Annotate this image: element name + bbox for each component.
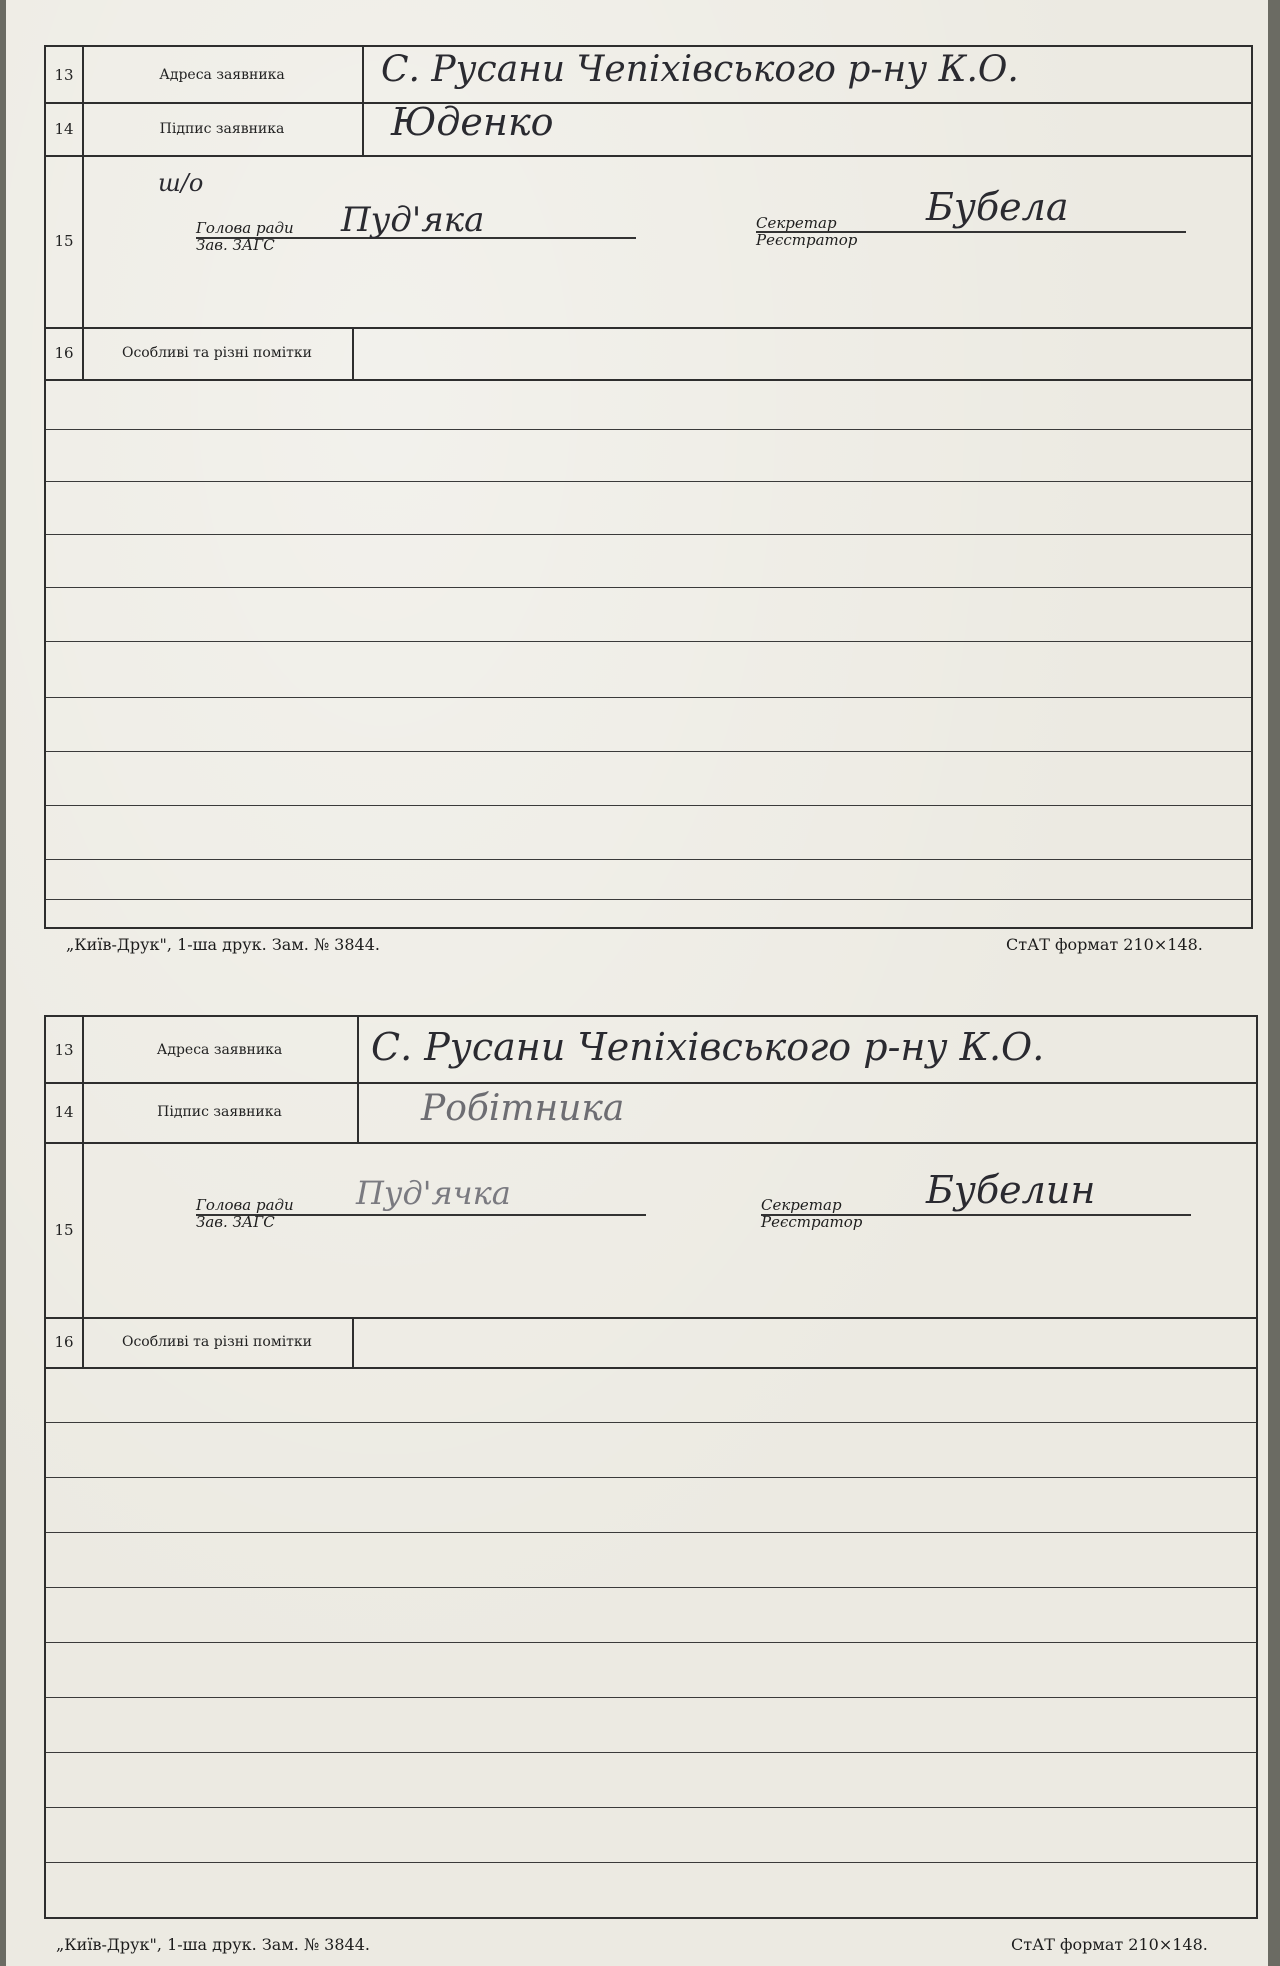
row-number: 13	[46, 1017, 84, 1082]
row-number: 15	[46, 155, 84, 327]
secretary-signature: Бубелин	[926, 1168, 1096, 1212]
secretary-signature: Бубела	[926, 185, 1069, 229]
format-note: СтАТ формат 210×148.	[1006, 935, 1203, 954]
registration-form-bottom	[44, 1015, 1258, 1919]
row-applicant-signature	[46, 1082, 1256, 1144]
notes-lines	[46, 379, 1251, 927]
applicant-signature-label: Підпис заявника	[82, 102, 364, 155]
head-label: Голова ради Зав. ЗАГС	[196, 1196, 294, 1231]
secretary-label: Секретар Реєстратор	[761, 1196, 863, 1231]
applicant-signature-value: Юденко	[391, 100, 554, 144]
row-number: 14	[46, 102, 84, 155]
applicant-address-label: Адреса заявника	[82, 1017, 359, 1082]
printer-imprint: „Київ-Друк", 1-ша друк. Зам. № 3844.	[56, 1935, 370, 1954]
row-number: 16	[46, 1317, 84, 1367]
handwritten-mark: ш/о	[158, 169, 204, 197]
format-note: СтАТ формат 210×148.	[1011, 1935, 1208, 1954]
special-notes-label: Особливі та різні помітки	[82, 327, 354, 381]
document-page	[6, 0, 1268, 1966]
row-special-notes	[46, 1317, 1256, 1369]
secretary-signature-line	[761, 1214, 1191, 1216]
head-signature: Пуд'ячка	[356, 1174, 511, 1212]
notes-lines	[46, 1367, 1256, 1917]
applicant-address-label: Адреса заявника	[82, 47, 364, 102]
special-notes-label: Особливі та різні помітки	[82, 1317, 354, 1369]
applicant-address-value: С. Русани Чепіхівського р-ну К.О.	[381, 49, 1019, 90]
registration-form-top	[44, 45, 1253, 929]
applicant-signature-label: Підпис заявника	[82, 1082, 359, 1142]
applicant-address-value: С. Русани Чепіхівського р-ну К.О.	[371, 1025, 1045, 1069]
row-officials-signatures	[46, 1142, 1256, 1319]
row-special-notes	[46, 327, 1251, 381]
row-number: 14	[46, 1082, 84, 1142]
row-applicant-signature	[46, 102, 1251, 157]
row-number: 15	[46, 1142, 84, 1317]
secretary-label: Секретар Реєстратор	[756, 214, 858, 249]
row-applicant-address	[46, 47, 1251, 104]
secretary-signature-line	[756, 231, 1186, 233]
row-number: 13	[46, 47, 84, 102]
row-officials-signatures	[46, 155, 1251, 329]
applicant-signature-value: Робітника	[421, 1088, 625, 1129]
row-applicant-address	[46, 1017, 1256, 1084]
printer-imprint: „Київ-Друк", 1-ша друк. Зам. № 3844.	[66, 935, 380, 954]
row-number: 16	[46, 327, 84, 379]
head-label: Голова ради Зав. ЗАГС	[196, 219, 294, 254]
head-signature-line	[196, 1214, 646, 1216]
head-signature: Пуд'яка	[341, 200, 485, 240]
